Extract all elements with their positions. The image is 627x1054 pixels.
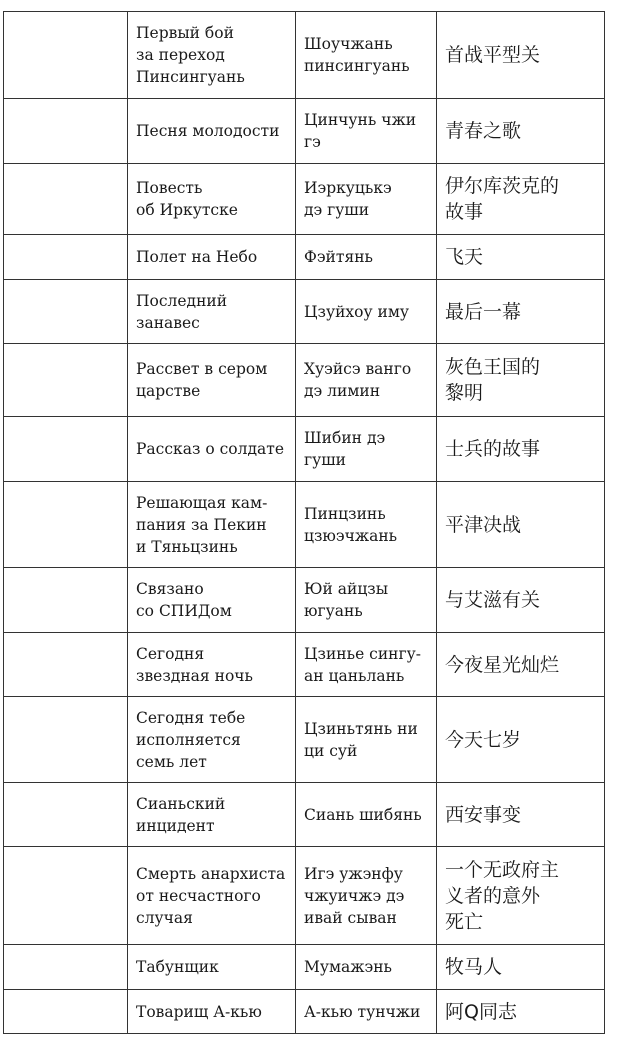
chinese-title-cell: 最后一幕: [437, 280, 605, 344]
empty-cell: [4, 417, 128, 482]
table-row: [4, 697, 605, 783]
russian-title-cell: Сегодня тебе исполняется семь лет: [128, 697, 296, 783]
chinese-title-cell: 青春之歌: [437, 99, 605, 164]
chinese-title-cell: 阿Q同志: [437, 990, 605, 1034]
russian-title-cell: Повесть об Иркутске: [128, 164, 296, 235]
russian-title-cell: Решающая кам- пания за Пекин и Тяньцзинь: [128, 482, 296, 568]
table-row: [4, 12, 605, 99]
russian-title-cell: Рассвет в сером царстве: [128, 344, 296, 417]
transliteration-cell: Фэйтянь: [296, 235, 437, 280]
empty-cell: [4, 783, 128, 847]
table-row: [4, 482, 605, 568]
transliteration-cell: Цзинье сингу- ан цаньлань: [296, 633, 437, 697]
transliteration-cell: Шоучжань пинсингуань: [296, 12, 437, 99]
film-titles-table: [3, 11, 605, 1034]
russian-title-cell: Сианьский инцидент: [128, 783, 296, 847]
chinese-title-cell: 灰色王国的 黎明: [437, 344, 605, 417]
empty-cell: [4, 633, 128, 697]
empty-cell: [4, 164, 128, 235]
empty-cell: [4, 12, 128, 99]
chinese-title-cell: 一个无政府主 义者的意外 死亡: [437, 847, 605, 945]
chinese-title-cell: 牧马人: [437, 945, 605, 990]
table-row: [4, 280, 605, 344]
empty-cell: [4, 697, 128, 783]
russian-title-cell: Рассказ о солдате: [128, 417, 296, 482]
chinese-title-cell: 伊尔库茨克的 故事: [437, 164, 605, 235]
empty-cell: [4, 945, 128, 990]
empty-cell: [4, 235, 128, 280]
table-row: [4, 783, 605, 847]
table-row: [4, 990, 605, 1034]
chinese-title-cell: 平津决战: [437, 482, 605, 568]
russian-title-cell: Песня молодости: [128, 99, 296, 164]
russian-title-cell: Последний занавес: [128, 280, 296, 344]
transliteration-cell: Цзиньтянь ни ци суй: [296, 697, 437, 783]
empty-cell: [4, 990, 128, 1034]
chinese-title-cell: 与艾滋有关: [437, 568, 605, 633]
transliteration-cell: Юй айцзы югуань: [296, 568, 437, 633]
table-row: [4, 847, 605, 945]
russian-title-cell: Сегодня звездная ночь: [128, 633, 296, 697]
russian-title-cell: Товарищ А-кью: [128, 990, 296, 1034]
transliteration-cell: Шибин дэ гуши: [296, 417, 437, 482]
empty-cell: [4, 344, 128, 417]
chinese-title-cell: 今天七岁: [437, 697, 605, 783]
table-row: [4, 945, 605, 990]
table-row: [4, 99, 605, 164]
russian-title-cell: Первый бой за переход Пинсингуань: [128, 12, 296, 99]
transliteration-cell: Цзуйхоу иму: [296, 280, 437, 344]
transliteration-cell: Иэркуцькэ дэ гуши: [296, 164, 437, 235]
transliteration-cell: А-кью тунчжи: [296, 990, 437, 1034]
table-row: [4, 633, 605, 697]
empty-cell: [4, 99, 128, 164]
empty-cell: [4, 847, 128, 945]
table-row: [4, 417, 605, 482]
table-row: [4, 568, 605, 633]
table-row: [4, 344, 605, 417]
russian-title-cell: Табунщик: [128, 945, 296, 990]
transliteration-cell: Цинчунь чжи гэ: [296, 99, 437, 164]
russian-title-cell: Полет на Небо: [128, 235, 296, 280]
chinese-title-cell: 今夜星光灿烂: [437, 633, 605, 697]
chinese-title-cell: 飞天: [437, 235, 605, 280]
table-row: [4, 164, 605, 235]
table-row: [4, 235, 605, 280]
chinese-title-cell: 首战平型关: [437, 12, 605, 99]
transliteration-cell: Сиань шибянь: [296, 783, 437, 847]
empty-cell: [4, 280, 128, 344]
table-body: [4, 12, 605, 1034]
chinese-title-cell: 士兵的故事: [437, 417, 605, 482]
transliteration-cell: Игэ ужэнфу чжуичжэ дэ ивай сыван: [296, 847, 437, 945]
chinese-title-cell: 西安事变: [437, 783, 605, 847]
transliteration-cell: Хуэйсэ ванго дэ лимин: [296, 344, 437, 417]
transliteration-cell: Мумажэнь: [296, 945, 437, 990]
empty-cell: [4, 482, 128, 568]
empty-cell: [4, 568, 128, 633]
russian-title-cell: Связано со СПИДом: [128, 568, 296, 633]
russian-title-cell: Смерть анархиста от несчастного случая: [128, 847, 296, 945]
transliteration-cell: Пинцзинь цзюэчжань: [296, 482, 437, 568]
